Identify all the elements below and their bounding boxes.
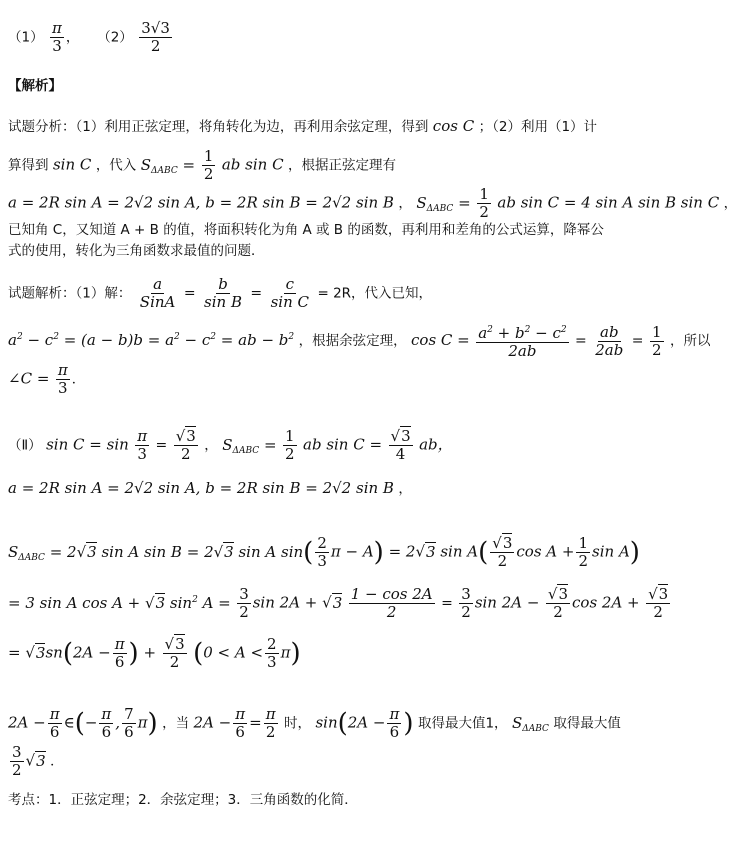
solution-line-7: = 3 sin A cos A + √3 $\sin^2 A$ = $\frac{3}{2}$ sin 2A + √3 $\frac{1 - \cos 2A}{2}$ = $\frac{3}{2}$ sin 2A − $\frac{√3}{2}$ cos 2A + $\frac{√3}{2}$ [8, 585, 669, 621]
solution-line-2: $a^2 - c^2 = (a - b)b = a^2 - c^2$ = ab − $b^2$ ，根据余弦定理， cos C = $\frac{a^2 + b^2 - c^2}{2ab}$ = $\frac{ab}{2ab}$ = $\frac{1}{2}$ ，所以 [8, 322, 711, 360]
solution-line-4: （Ⅱ） sin C = sin $\frac{\pi}{3}$ = $\frac{√3}{2}$ ， $S_{\Delta ABC}$ = $\frac{1}{2}$ ab sin C = $\frac{√3}{4}$ ab， [8, 427, 453, 463]
analysis-line-2: 算得到 sin C ，代入 $S_{\Delta ABC}$ = $\frac{1}{2}$ ab sin C ，根据正弦定理有 [8, 147, 396, 183]
kaodian-line: 考点：1．正弦定理；2．余弦定理；3．三角函数的化简． [8, 792, 358, 808]
analysis-line-5: 式的使用，转化为三角函数求最值的问题． [8, 243, 265, 259]
answer-part2-fraction: $\frac{3√3}{2}$ [141, 19, 170, 55]
solution-line-10: $\frac{3}{2}$ √3 ． [12, 743, 64, 779]
solution-line-6: $S_{\Delta ABC} = 2√3$ sin A sin B = 2√3 sin A sin( $\frac{2}{3}$ π − A) = 2√3 sin A( $\frac{√3}{2}$ cos A + $\frac{1}{2}$ sin A) [8, 534, 640, 570]
answer-part1-fraction: $\frac{\pi}{3}$ [52, 19, 62, 55]
answer-part1-label: （1） [8, 29, 44, 46]
section-title: 【解析】 [8, 78, 62, 94]
analysis-line-4: 已知角 C，又知道 A + B 的值，将面积转化为角 A 或 B 的函数，再利用和差角的公式运算，降幂公 [8, 222, 604, 238]
solution-line-5: a = 2R sin A = 2√2 sin A, b = 2R sin B = 2√2 sin B ， [8, 479, 412, 497]
analysis-line-3: a = 2R sin A = 2√2 sin A, b = 2R sin B = 2√2 sin B ， $S_{\Delta ABC}$ = $\frac{1}{2}$ ab sin C = 4 sin A sin B sin C ， [8, 185, 737, 221]
solution-line-9: 2A − $\frac{\pi}{6}$ ∈(− $\frac{\pi}{6}$ , $\frac{7}{6}$ π) ，当 2A − $\frac{\pi}{6}$ = $\frac{\pi}{2}$ 时， sin(2A − $\frac{\pi}{6}$ ) 取得最大值1， $S_{\Delta ABC}$ 取得最大值 [8, 705, 621, 741]
answer-part2-label: （2） [97, 29, 133, 46]
analysis-line-1: 试题分析：（1）利用正弦定理，将角转化为边，再利用余弦定理，得到 cos C ；（2）利用（1）计 [8, 117, 598, 135]
answer-line: （1） $\frac{\pi}{3}$ ， （2） $\frac{3√3}{2}$ [8, 19, 170, 55]
solution-line-3: ∠C = $\frac{\pi}{3}$ ． [8, 361, 86, 397]
solution-line-1: 试题解析：（1）解： $\frac{a}{\text{SinA}}$ = $\frac{b}{\text{sin B}}$ = $\frac{c}{\text{sin C}}$ = 2R，代入已知， [8, 275, 433, 311]
solution-line-8: = √3sn(2A − $\frac{\pi}{6}$ ) + $\frac{√3}{2}$ (0 < A < $\frac{2}{3}$ π) [8, 635, 301, 671]
